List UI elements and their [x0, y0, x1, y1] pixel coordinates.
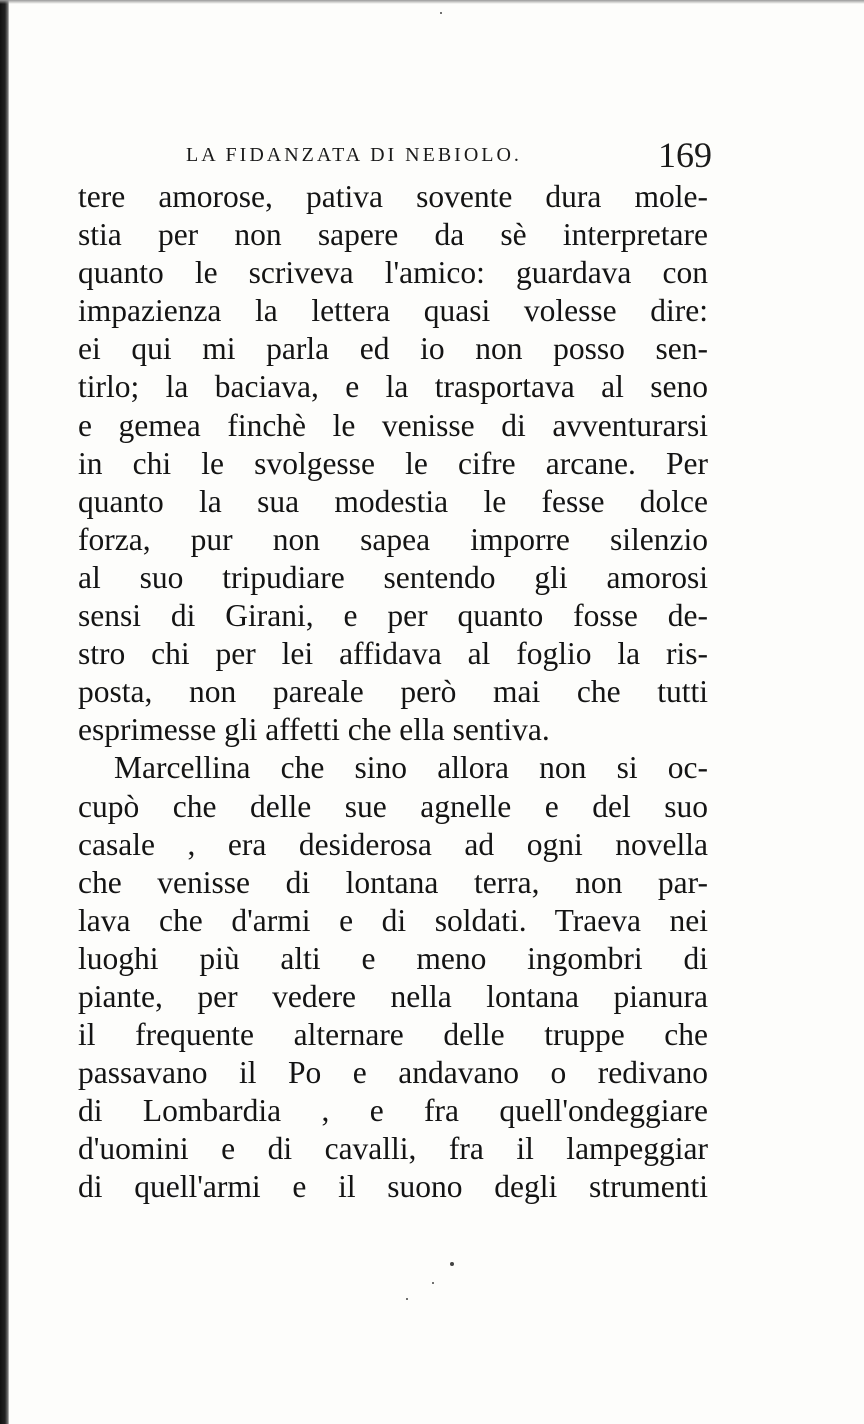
text-line: stro chi per lei affidava al foglio la ris- — [78, 636, 708, 672]
paragraph-first-line: Marcellina che sino allora non si oc- — [114, 750, 708, 786]
text-line: esprimesse gli affetti che ella sentiva. — [78, 712, 550, 748]
page-header — [186, 135, 716, 178]
running-title: LA FIDANZATA DI NEBIOLO. — [186, 144, 522, 166]
text-line: di quell'armi e il suono degli strumenti — [78, 1169, 708, 1205]
text-line: stia per non sapere da sè interpretare — [78, 217, 708, 253]
text-line: piante, per vedere nella lontana pianura — [78, 978, 708, 1014]
text-line: che venisse di lontana terra, non par- — [78, 864, 708, 900]
text-line: al suo tripudiare sentendo gli amorosi — [78, 559, 708, 595]
text-line: di Lombardia , e fra quell'ondeggiare — [78, 1093, 708, 1129]
text-line: lava che d'armi e di soldati. Traeva nei — [78, 902, 708, 938]
text-line: quanto le scriveva l'amico: guardava con — [78, 255, 708, 291]
text-line: tirlo; la baciava, e la trasportava al seno — [78, 369, 708, 405]
body-text — [78, 178, 708, 1207]
text-line: ei qui mi parla ed io non posso sen- — [78, 331, 708, 367]
page-number: 169 — [658, 135, 712, 175]
text-line: passavano il Po e andavano o redivano — [78, 1055, 708, 1091]
text-line: luoghi più alti e meno ingombri di — [78, 940, 708, 976]
text-line: sensi di Girani, e per quanto fosse de- — [78, 598, 708, 634]
text-line: quanto la sua modestia le fesse dolce — [78, 483, 708, 519]
text-line: il frequente alternare delle truppe che — [78, 1017, 708, 1053]
text-line: posta, non pareale però mai che tutti — [78, 674, 708, 710]
text-line: impazienza la lettera quasi volesse dire: — [78, 293, 708, 329]
text-line: casale , era desiderosa ad ogni novella — [78, 826, 708, 862]
text-line: forza, pur non sapea imporre silenzio — [78, 521, 708, 557]
text-line: d'uomini e di cavalli, fra il lampeggiar — [78, 1131, 708, 1167]
text-line: e gemea finchè le venisse di avventurarsi — [78, 407, 708, 443]
page-top-edge — [0, 0, 864, 4]
text-line: cupò che delle sue agnelle e del suo — [78, 788, 708, 824]
text-line: tere amorose, pativa sovente dura mole- — [78, 179, 708, 214]
text-line: in chi le svolgesse le cifre arcane. Per — [78, 445, 708, 481]
page-binding-edge — [0, 0, 9, 1424]
